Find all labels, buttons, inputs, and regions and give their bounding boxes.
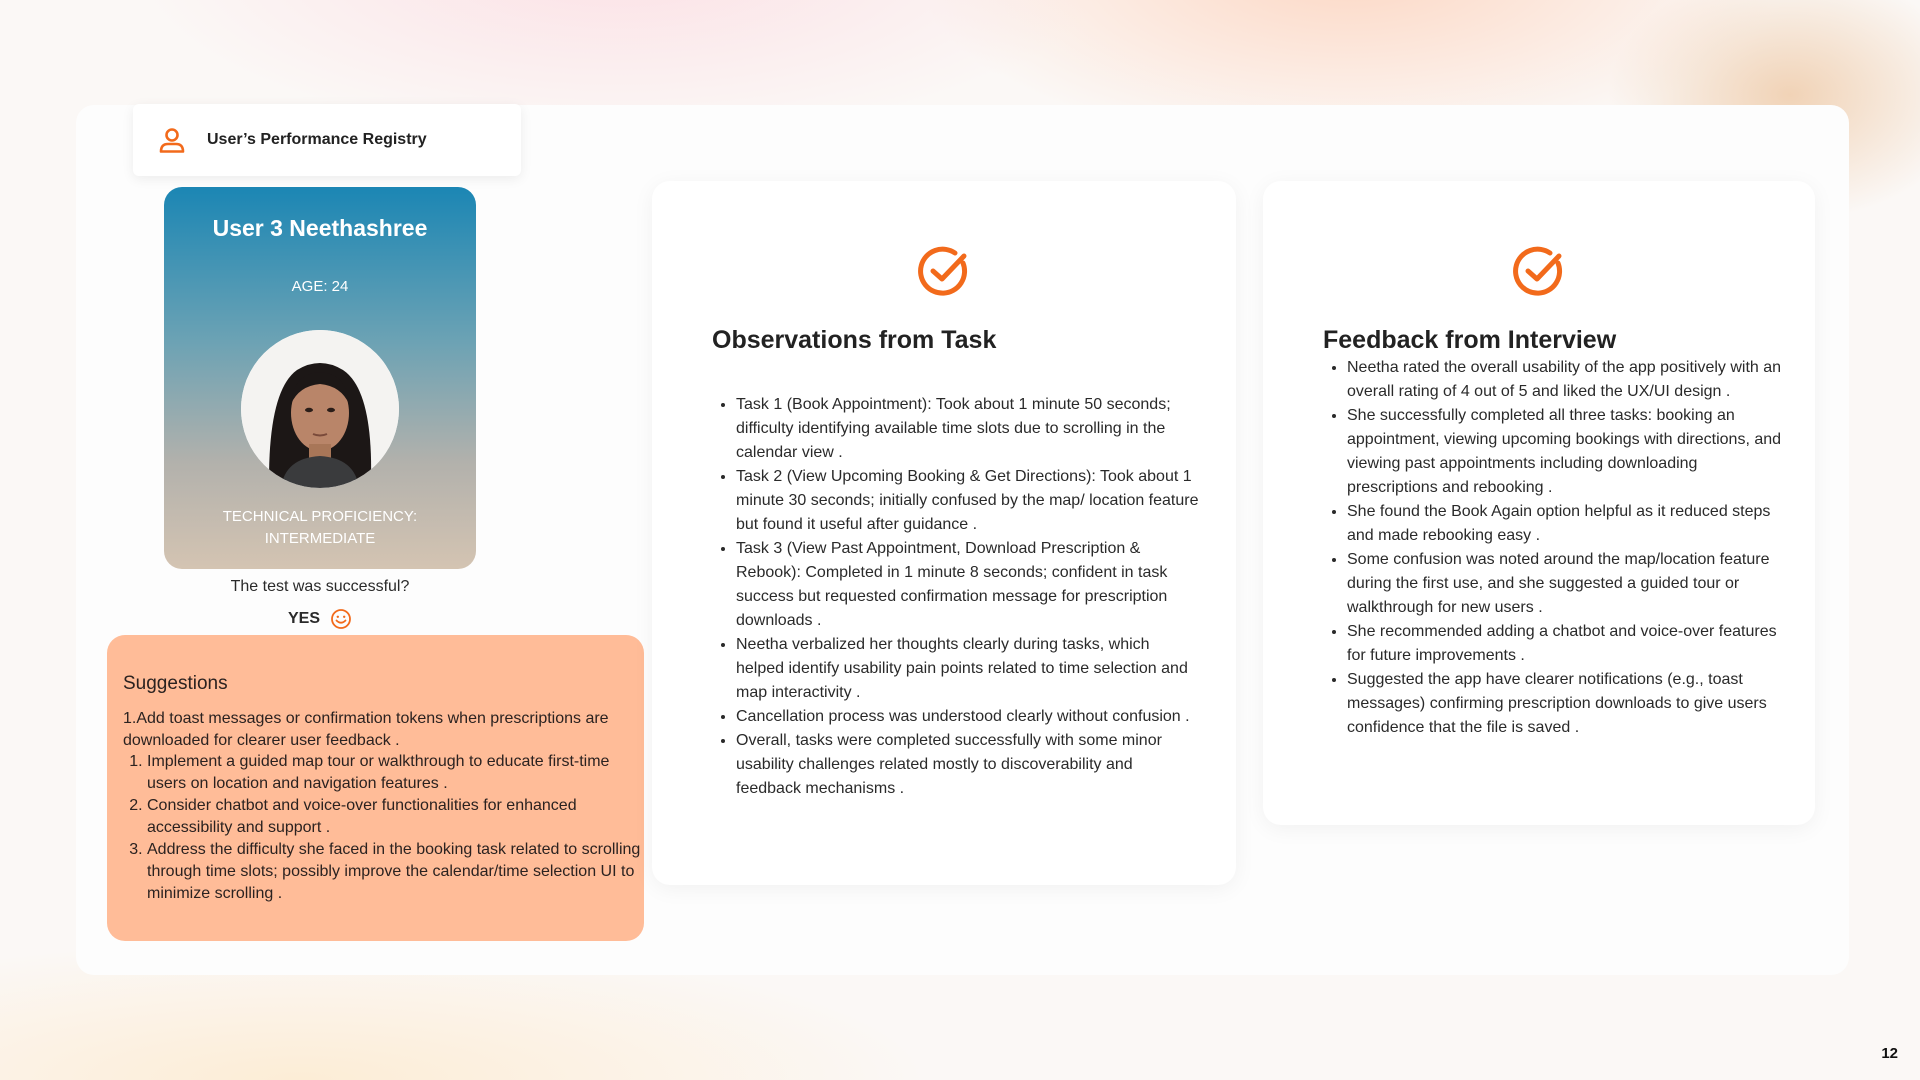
suggestion-intro: 1.Add toast messages or confirmation tokens when prescriptions are downloaded for clearer user feedback . (123, 710, 609, 749)
registry-title: User’s Performance Registry (207, 131, 427, 148)
registry-header (133, 104, 521, 176)
suggestion-item: 2. Consider chatbot and voice-over functionalities for enhanced accessibility and support . (147, 795, 652, 839)
observation-item: • Cancellation process was understood clearly without confusion . (736, 705, 1201, 729)
observation-item: • Task 3 (View Past Appointment, Download Prescription & Rebook): Completed in 1 minute 8 seconds; confident in task success but requested confirmation message for prescription downloads . (736, 537, 1201, 633)
check-circle-icon (917, 244, 971, 298)
test-question: The test was successful? (230, 578, 410, 595)
smiley-icon (330, 608, 352, 630)
feedback-item: • She successfully completed all three tasks: booking an appointment, viewing upcoming bookings with directions, and viewing past appointments including downloading prescriptions and rebooking . (1347, 404, 1789, 500)
observations-title: Observations from Task (712, 326, 997, 354)
user-icon (157, 125, 187, 155)
feedback-item: • Some confusion was noted around the map/location feature during the first use, and she suggested a guided tour or walkthrough for new users . (1347, 548, 1789, 620)
suggestions-title: Suggestions (123, 673, 228, 694)
observations-card (652, 181, 1236, 885)
suggestions-list (123, 751, 652, 905)
avatar (241, 330, 399, 488)
test-answer-label: YES (287, 610, 320, 627)
feedback-item: • She found the Book Again option helpful as it reduced steps and made rebooking easy . (1347, 500, 1789, 548)
page-number: 12 (1881, 1045, 1898, 1062)
feedback-item: • She recommended adding a chatbot and voice-over features for future improvements . (1347, 620, 1789, 668)
feedback-list (1323, 356, 1789, 740)
observation-item: • Overall, tasks were completed successfully with some minor usability challenges related mostly to discoverability and feedback mechanisms . (736, 729, 1201, 801)
check-circle-icon (1512, 244, 1566, 298)
user-age: AGE: 24 (291, 278, 349, 295)
observation-item: • Task 2 (View Upcoming Booking & Get Directions): Took about 1 minute 30 seconds; initially confused by the map/ location feature but found it useful after guidance . (736, 465, 1201, 537)
observation-item: • Task 1 (Book Appointment): Took about 1 minute 50 seconds; difficulty identifying available time slots due to scrolling in the calendar view . (736, 393, 1201, 465)
suggestion-item: 1. Implement a guided map tour or walkthrough to educate first-time users on location and navigation features . (147, 751, 652, 795)
observation-item: • Neetha verbalized her thoughts clearly during tasks, which helped identify usability pain points related to time selection and map interactivity . (736, 633, 1201, 705)
feedback-item: • Neetha rated the overall usability of the app positively with an overall rating of 4 out of 5 and liked the UX/UI design . (1347, 356, 1789, 404)
feedback-card (1263, 181, 1815, 825)
observations-list (712, 393, 1201, 801)
user-name: User 3 Neethashree (212, 215, 428, 241)
suggestion-item: 3. Address the difficulty she faced in the booking task related to scrolling through time slots; possibly improve the calendar/time selection UI to minimize scrolling . (147, 839, 652, 905)
feedback-item: • Suggested the app have clearer notifications (e.g., toast messages) confirming prescription downloads to give users confidence that the file is saved . (1347, 668, 1789, 740)
feedback-title: Feedback from Interview (1323, 326, 1617, 354)
user-profile-card (164, 187, 476, 569)
technical-proficiency: TECHNICAL PROFICIENCY: INTERMEDIATE (222, 508, 418, 547)
suggestions-box (107, 635, 644, 941)
test-answer (164, 608, 476, 630)
